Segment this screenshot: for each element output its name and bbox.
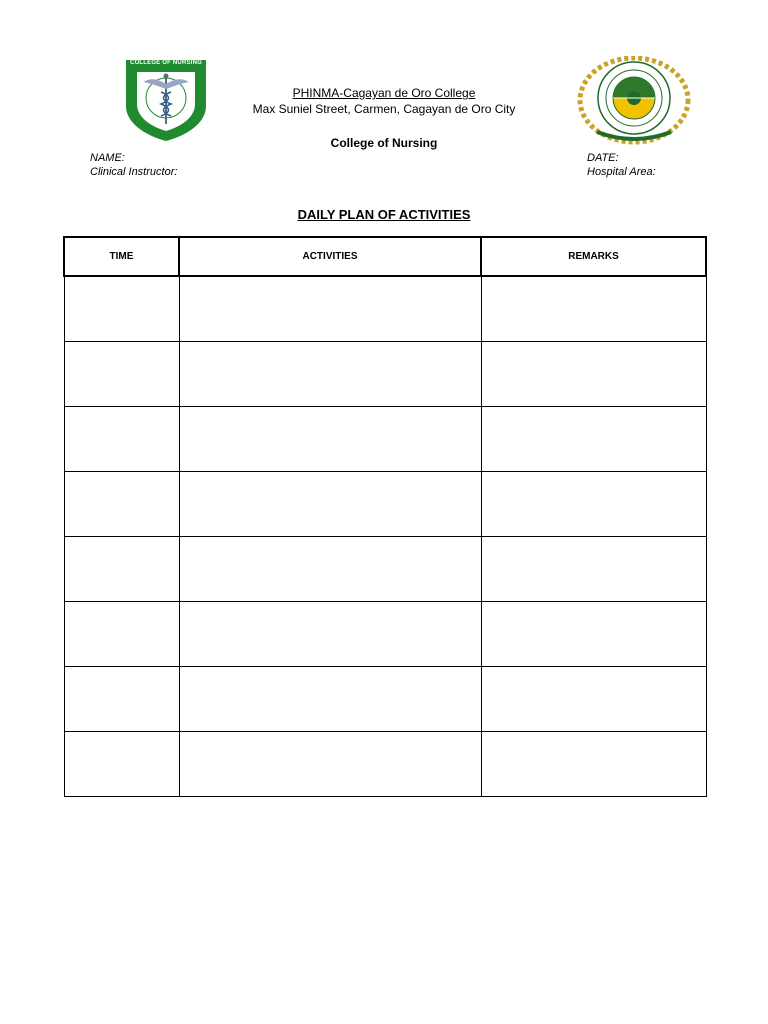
plan-title: DAILY PLAN OF ACTIVITIES bbox=[297, 207, 471, 222]
activities-cell[interactable] bbox=[179, 732, 481, 797]
nursing-logo-caption: COLLEGE OF NURSING bbox=[130, 60, 202, 66]
remarks-cell[interactable] bbox=[481, 537, 706, 602]
cagayan-de-oro-college-logo bbox=[575, 56, 693, 146]
department-name: College of Nursing bbox=[330, 136, 438, 150]
college-of-nursing-logo bbox=[123, 58, 209, 142]
activities-cell[interactable] bbox=[179, 602, 481, 667]
remarks-cell[interactable] bbox=[481, 407, 706, 472]
remarks-header: REMARKS bbox=[481, 237, 706, 276]
table-row bbox=[64, 342, 706, 407]
activities-cell[interactable] bbox=[179, 537, 481, 602]
activities-cell[interactable] bbox=[179, 276, 481, 342]
table-header-row bbox=[64, 237, 706, 276]
time-cell[interactable] bbox=[64, 602, 179, 667]
college-address: Max Suniel Street, Carmen, Cagayan de Oro City bbox=[252, 102, 516, 116]
table-row bbox=[64, 407, 706, 472]
activities-cell[interactable] bbox=[179, 667, 481, 732]
activities-cell[interactable] bbox=[179, 472, 481, 537]
table-row bbox=[64, 276, 706, 342]
activities-cell[interactable] bbox=[179, 407, 481, 472]
time-cell[interactable] bbox=[64, 667, 179, 732]
activities-header: ACTIVITIES bbox=[179, 237, 481, 276]
time-cell[interactable] bbox=[64, 342, 179, 407]
remarks-cell[interactable] bbox=[481, 472, 706, 537]
remarks-cell[interactable] bbox=[481, 342, 706, 407]
time-header: TIME bbox=[64, 237, 179, 276]
clinical-instructor-label: Clinical Instructor: bbox=[90, 166, 178, 178]
table-row bbox=[64, 537, 706, 602]
time-cell[interactable] bbox=[64, 472, 179, 537]
date-label: DATE: bbox=[587, 152, 619, 164]
name-label: NAME: bbox=[90, 152, 125, 164]
remarks-cell[interactable] bbox=[481, 667, 706, 732]
remarks-cell[interactable] bbox=[481, 602, 706, 667]
college-name: PHINMA-Cagayan de Oro College bbox=[292, 86, 476, 100]
hospital-area-label: Hospital Area: bbox=[587, 166, 656, 178]
cagayan-de-oro-college-seal-icon bbox=[575, 56, 693, 146]
activities-cell[interactable] bbox=[179, 342, 481, 407]
college-of-nursing-seal-icon bbox=[123, 58, 209, 142]
table-row bbox=[64, 667, 706, 732]
table-row bbox=[64, 472, 706, 537]
time-cell[interactable] bbox=[64, 276, 179, 342]
remarks-cell[interactable] bbox=[481, 276, 706, 342]
time-cell[interactable] bbox=[64, 407, 179, 472]
activities-table bbox=[63, 236, 707, 797]
time-cell[interactable] bbox=[64, 732, 179, 797]
time-cell[interactable] bbox=[64, 537, 179, 602]
table-row bbox=[64, 602, 706, 667]
remarks-cell[interactable] bbox=[481, 732, 706, 797]
table-row bbox=[64, 732, 706, 797]
